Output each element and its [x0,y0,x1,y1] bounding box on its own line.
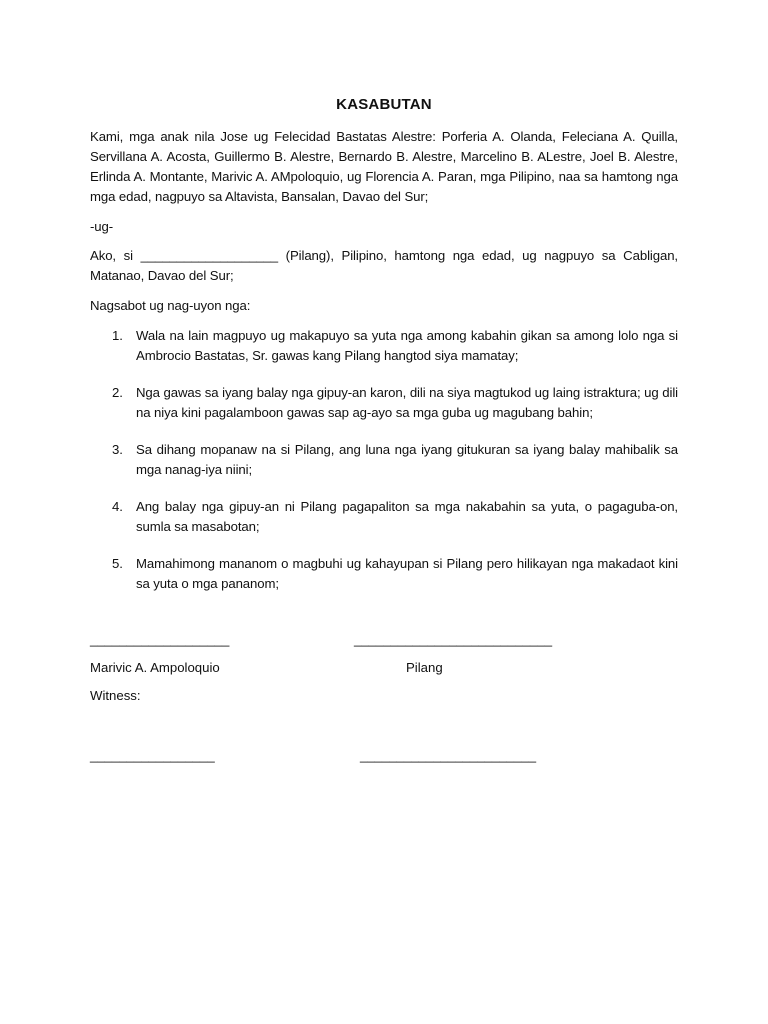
term-text: Sa dihang mopanaw na si Pilang, ang luna nga iyang gitukuran sa iyang balay mahibalik sa mga nanag-iya niini; [136,442,678,477]
second-party-paragraph: Ako, si ___________________ (Pilang), Pilipino, hamtong nga edad, ug nagpuyo sa Cabligan, Matanao, Davao del Sur; [90,248,678,283]
terms-list [90,326,678,594]
witness-label: Witness: [90,688,141,703]
term-item [90,554,678,594]
witness-line-right: ________________________ [360,748,537,763]
witness-line-left: _________________ [90,748,215,763]
term-text: Ang balay nga gipuy-an ni Pilang pagapaliton sa mga nakabahin sa yuta, o pagaguba-on, sumla sa masabotan; [136,499,678,534]
term-number: 3. [112,442,123,457]
term-number: 4. [112,499,123,514]
signatory-name-right: Pilang [406,660,443,675]
signatory-name-left: Marivic A. Ampoloquio [90,660,220,675]
intro-paragraph: Kami, mga anak nila Jose ug Felecidad Bastatas Alestre: Porferia A. Olanda, Feleciana A. Quilla, Servillana A. Acosta, Guillermo B. Alestre, Bernardo B. Alestre, Marcelino B. ALestre, Joel B. Alestre, Erlinda A. Montante, Marivic A. AMpoloquio, ug Florencia A. Paran, mga Pilipino, naa sa hamtong nga mga edad, nagpuyo sa Altavista, Bansalan, Davao del Sur; [90,129,678,204]
term-item [90,497,678,537]
signature-line-left: ___________________ [90,632,230,647]
agreement-intro: Nagsabot ug nag-uyon nga: [90,298,251,313]
term-text: Nga gawas sa iyang balay nga gipuy-an karon, dili na siya magtukod ug laing istraktura; ug dili na niya kini pagalamboon gawas sap ag-ayo sa mga guba ug magubang bahin; [136,385,678,420]
term-item [90,383,678,423]
separator-text: -ug- [90,219,114,234]
document-body [90,95,678,611]
term-number: 1. [112,328,123,343]
term-number: 2. [112,385,123,400]
term-number: 5. [112,556,123,571]
term-text: Wala na lain magpuyo ug makapuyo sa yuta nga among kabahin gikan sa among lolo nga si Ambrocio Bastatas, Sr. gawas kang Pilang hangtod siya mamatay; [136,328,678,363]
document-title: KASABUTAN [336,96,432,113]
term-item [90,326,678,366]
term-item [90,440,678,480]
signature-line-right: ___________________________ [354,632,553,647]
term-text: Mamahimong mananom o magbuhi ug kahayupan si Pilang pero hilikayan nga makadaot kini sa yuta o mga pananom; [136,556,678,591]
